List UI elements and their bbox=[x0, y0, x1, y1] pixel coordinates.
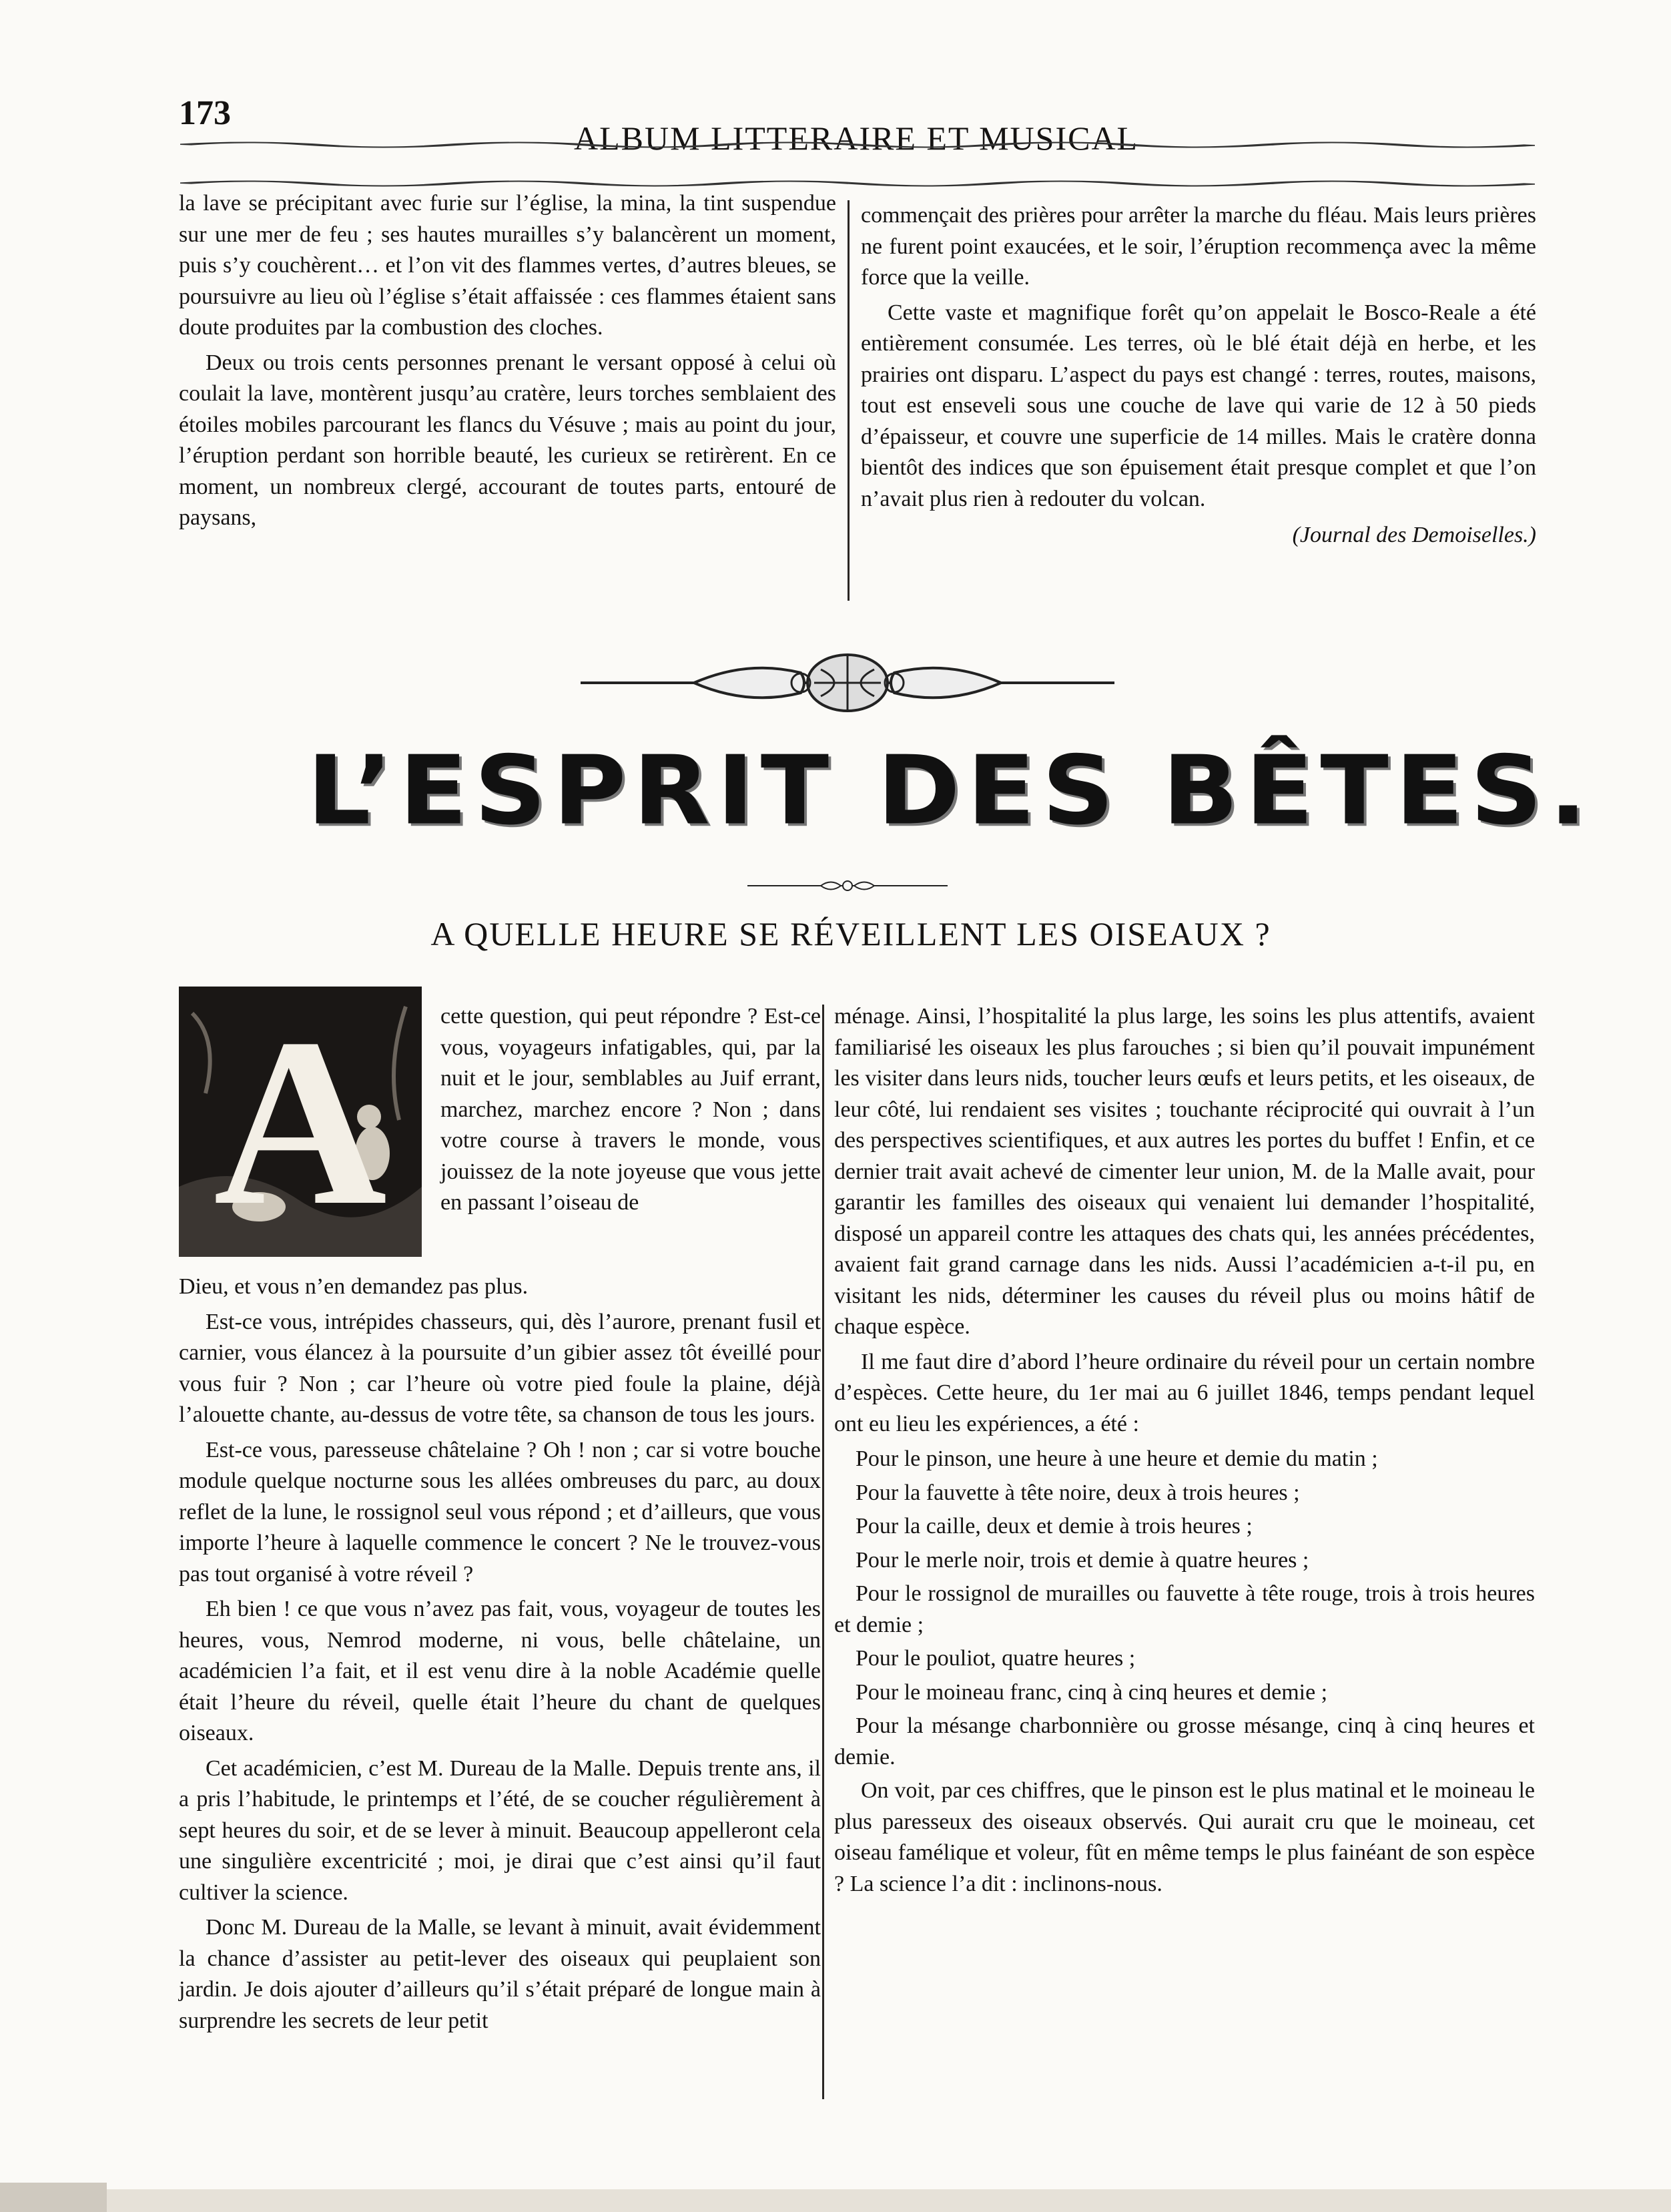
running-head: ALBUM LITTERAIRE ET MUSICAL bbox=[574, 119, 1139, 157]
paragraph: On voit, par ces chiffres, que le pinson est le plus matinal et le moineau le plus paresseux des oiseaux observés. Qui aurait cru que le moineau, cet oiseau famélique et voleur, fût en même temps le plus fainéant de son espèce ? La science l’a dit : inclinons-nous. bbox=[834, 1778, 1535, 1896]
list-item: Pour la caille, deux et demie à trois heures ; bbox=[856, 1514, 1253, 1539]
source-citation: (Journal des Demoiselles.) bbox=[1292, 523, 1536, 547]
list-item: Pour le pouliot, quatre heures ; bbox=[856, 1646, 1136, 1671]
article-intro-beside-drop-cap bbox=[440, 1001, 821, 1223]
column-divider bbox=[822, 1005, 824, 2099]
paragraph: Il me faut dire d’abord l’heure ordinaire du réveil pour un certain nombre d’espèces. Cette heure, du 1er mai au 6 juillet 1846, temps pendant lequel ont eu lieu les expériences, a été : bbox=[834, 1349, 1535, 1436]
article-right-column bbox=[834, 1001, 1535, 1904]
column-divider bbox=[848, 200, 850, 601]
top-article-left-column bbox=[179, 188, 836, 538]
paragraph: la lave se précipitant avec furie sur l’église, la mina, la tint suspendue sur une mer de feu ; ses hautes murailles s’y balancèrent un moment, puis s’y couchèrent… et l’on vit des flammes vertes, d’autres bleues, se poursuivre au lieu où l’église s’était affaissée : ces flammes étaient sans doute produites par la combustion des cloches. bbox=[179, 191, 836, 340]
paragraph: Est-ce vous, intrépides chasseurs, qui, dès l’aurore, prenant fusil et carnier, vous élancez à la poursuite d’un gibier assez tôt éveillé pour vous fuir ? Non ; car l’heure où votre pied foule la plaine, déjà l’alouette chante, au-dessus de votre tête, sa chanson de tous les jours. bbox=[179, 1309, 821, 1427]
paragraph: Donc M. Dureau de la Malle, se levant à minuit, avait évidemment la chance d’assister au petit-lever des oiseaux qui peuplaient son jardin. Je dois ajouter d’ailleurs qu’il s’était préparé de longue main à surprendre les secrets de leur petit bbox=[179, 1915, 821, 2033]
paragraph: cette question, qui peut répondre ? Est-ce vous, voyageurs infatigables, qui, par la nuit et le jour, semblables au Juif errant, marchez, marchez encore ? Non ; dans votre course à travers le monde, vous jouissez de la note joyeuse que vous jette en passant l’oiseau de bbox=[440, 1004, 821, 1215]
article-subtitle: A QUELLE HEURE SE RÉVEILLENT LES OISEAUX ? bbox=[430, 915, 1271, 952]
illustrated-drop-cap bbox=[179, 987, 422, 1257]
list-item: Pour le rossignol de murailles ou fauvette à tête rouge, trois à trois heures et demie ; bbox=[834, 1581, 1535, 1637]
list-item: Pour le merle noir, trois et demie à quatre heures ; bbox=[856, 1547, 1309, 1573]
top-article-right-column bbox=[861, 200, 1536, 551]
section-title: L’ESPRIT DES BÊTES. bbox=[307, 736, 1594, 846]
list-item: Pour le moineau franc, cinq à cinq heures et demie ; bbox=[856, 1679, 1328, 1705]
paragraph: Est-ce vous, paresseuse châtelaine ? Oh ! non ; car si votre bouche module quelque nocturne sous les allées ombreuses du parc, au doux reflet de la lune, le rossignol seul vous répond ; et d’ailleurs, que vous importe l’heure à laquelle commence le concert ? Ne le trouvez-vous pas tout organisé à votre réveil ? bbox=[179, 1437, 821, 1587]
paragraph: Deux ou trois cents personnes prenant le versant opposé à celui où coulait la lave, montèrent jusqu’au cratère, leurs torches semblaient des étoiles mobiles parcourant les flancs du Vésuve ; mais au point du jour, l’éruption perdant son horrible beauté, les curieux se retirèrent. En ce moment, un nombreux clergé, accourant de toutes parts, entouré de paysans, bbox=[179, 350, 836, 530]
paragraph: Cette vaste et magnifique forêt qu’on appelait le Bosco-Reale a été entièrement consumée. Les terres, où le blé était déjà en herbe, et les prairies ont disparu. L’aspect du pays est changé : terres, routes, maisons, tout est enseveli sous une couche de lave qui varie de 12 à 50 pieds d’épaisseur, et couvre une superficie de 14 milles. Mais le cratère donna bientôt des indices que son épuisement était presque complet et que l’on n’avait plus rien à redouter du volcan. bbox=[861, 300, 1536, 511]
list-item: Pour la fauvette à tête noire, deux à trois heures ; bbox=[856, 1480, 1300, 1505]
header-wavy-rule bbox=[180, 140, 1535, 150]
list-item: Pour la mésange charbonnière ou grosse mésange, cinq à cinq heures et demie. bbox=[834, 1713, 1535, 1769]
top-article-wavy-rule bbox=[180, 179, 1535, 188]
paragraph: commençait des prières pour arrêter la marche du fléau. Mais leurs prières ne furent point exaucées, et le soir, l’éruption recommença avec la même force que la veille. bbox=[861, 203, 1536, 290]
paragraph: Dieu, et vous n’en demandez pas plus. bbox=[179, 1274, 529, 1299]
article-left-column bbox=[179, 1272, 821, 2040]
paragraph: Eh bien ! ce que vous n’avez pas fait, vous, voyageur de toutes les heures, vous, Nemrod moderne, ni vous, belle châtelaine, un académicien l’a fait, et il est venu dire à la noble Académie quelle était l’heure du réveil, quelle était l’heure du chant de quelques oiseaux. bbox=[179, 1597, 821, 1745]
decorative-fleuron-icon bbox=[581, 646, 1114, 720]
paragraph: Cet académicien, c’est M. Dureau de la Malle. Depuis trente ans, il a pris l’habitude, le printemps et l’été, de se coucher régulièrement à sept heures du soir, et de se lever à minuit. Beaucoup appelleront cela une singulière excentricité ; moi, je dirai que c’est ainsi qu’il faut cultiver la science. bbox=[179, 1755, 821, 1905]
paragraph: ménage. Ainsi, l’hospitalité la plus large, les soins les plus attentifs, avaient familiarisé les oiseaux les plus farouches ; si bien qu’il pouvait impunément les visiter dans leurs nids, toucher leurs œufs et leurs petits, et les oiseaux, de leur côté, lui rendaient ses visites ; touchante réciprocité qui ouvrait à l’un des perspectives scientifiques, et aux autres les portes du buffet ! Enfin, et ce dernier trait avait achevé de cimenter leur union, M. de la Malle avait, pour garantir les familles des oiseaux qui venaient lui demander l’hospitalité, disposé un appareil contre les attaques des chats qui, les années précédentes, avaient fait grand carnage dans les nids. Aussi l’académicien a-t-il pu, en visitant les nids, déterminer les causes du réveil plus ou moins hâtif de chaque espèce. bbox=[834, 1004, 1535, 1339]
list-item: Pour le pinson, une heure à une heure et demie du matin ; bbox=[856, 1446, 1378, 1471]
small-divider-ornament-icon bbox=[747, 876, 948, 896]
scan-edge-smudge bbox=[0, 2163, 1671, 2212]
page-number: 173 bbox=[179, 94, 231, 132]
drop-cap-letter: A bbox=[214, 989, 387, 1255]
